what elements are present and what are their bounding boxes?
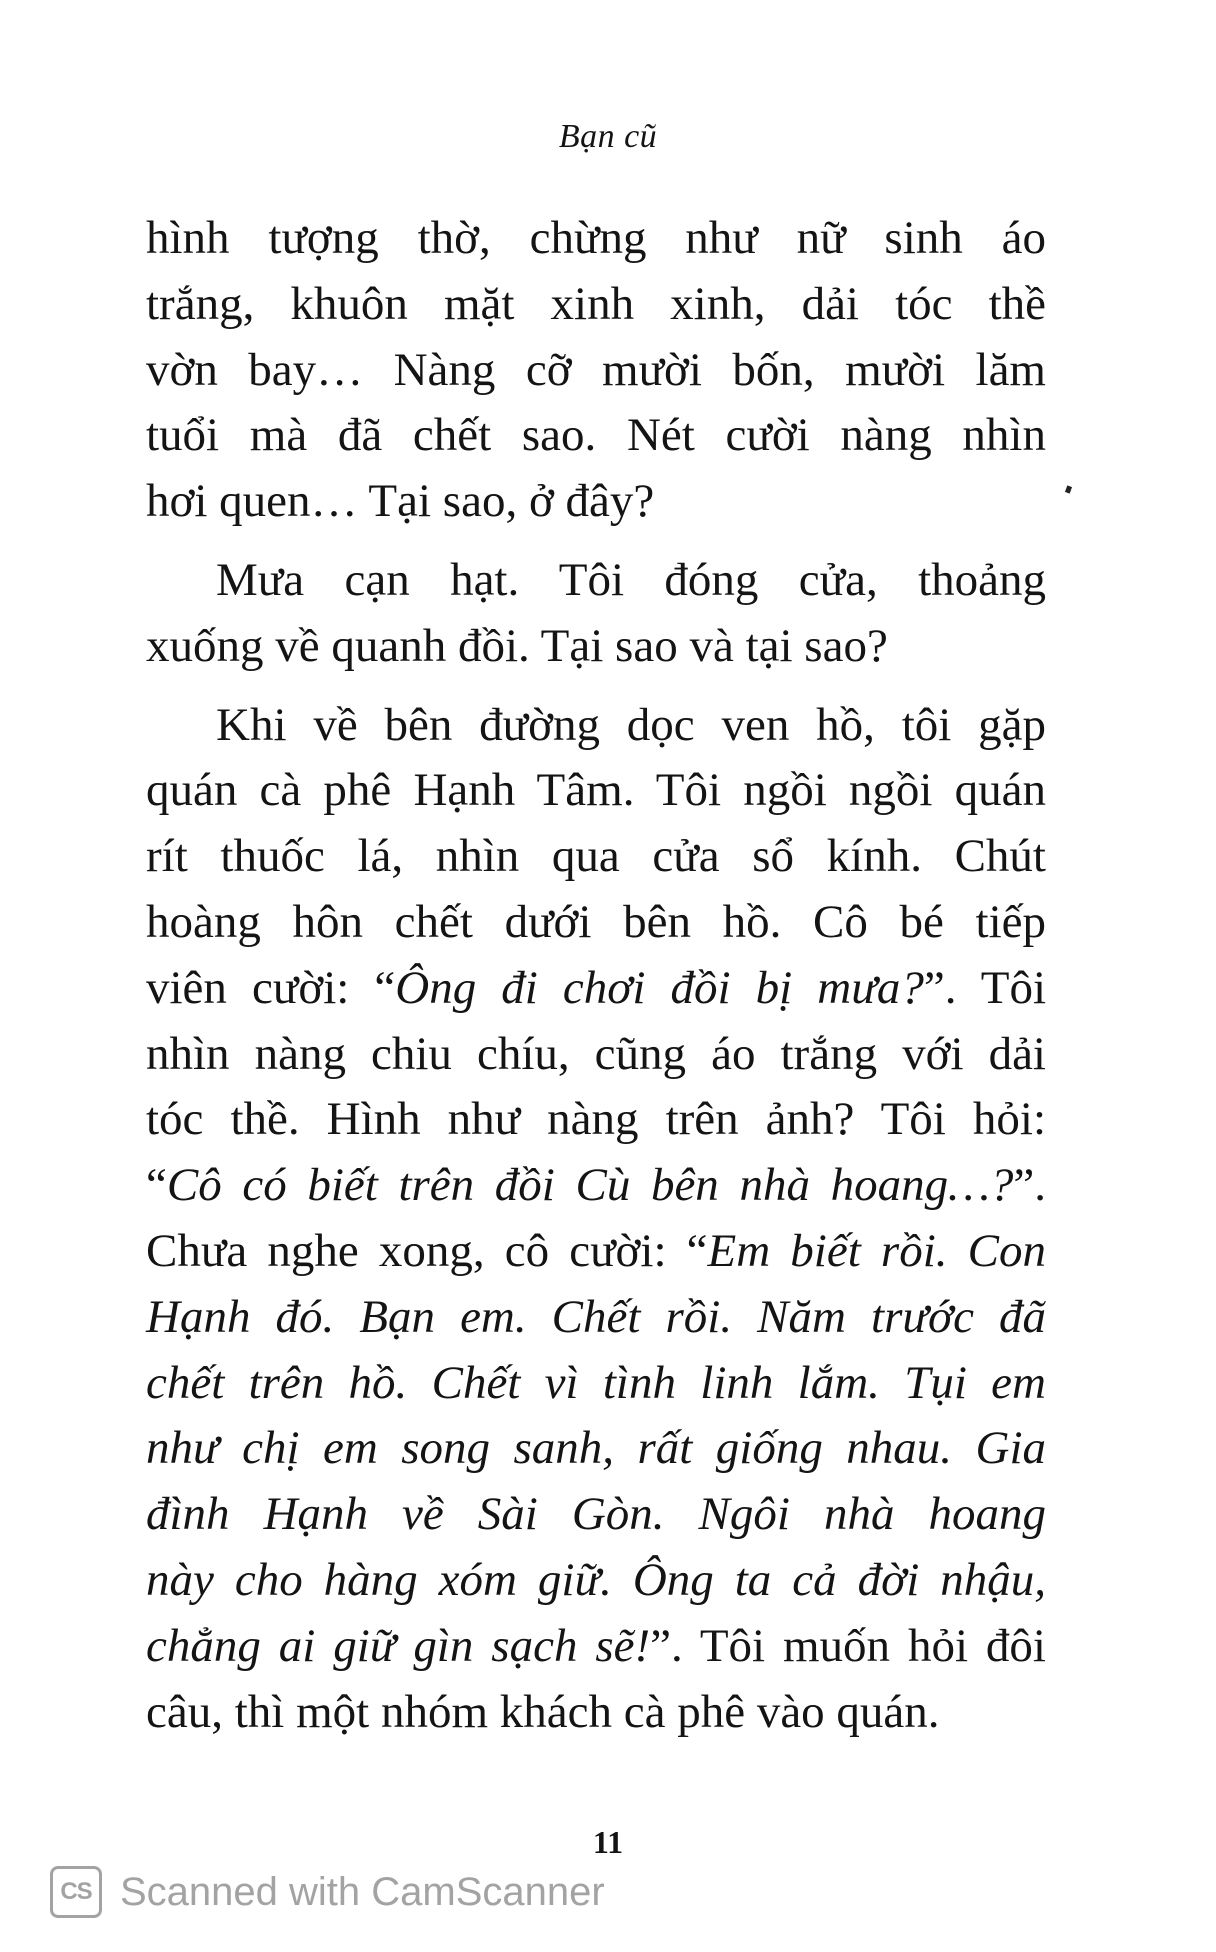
text-line [146,338,1046,404]
italic-segment: này cho hàng xóm giữ. Ông ta cả đời nhậu, [146,1553,1046,1606]
text-segment: trắng, khuôn mặt xinh xinh, dải tóc thề [146,277,1046,330]
text-segment: hoàng hôn chết dưới bên hồ. Cô bé tiếp [146,895,1046,948]
text-segment: tóc thề. Hình như nàng trên ảnh? Tôi hỏi: [146,1093,1046,1146]
italic-segment: như chị em song sanh, rất giống nhau. Gia [146,1422,1046,1475]
text-segment: vờn bay… Nàng cỡ mười bốn, mười lăm [146,343,1046,396]
text-line [146,1285,1046,1351]
italic-segment: chẳng ai giữ gìn sạch sẽ! [146,1619,651,1672]
text-line [146,548,1046,614]
text-segment: hơi quen… Tại sao, ở đây? [146,475,655,528]
text-line [146,1022,1046,1088]
text-segment: nhìn nàng chiu chíu, cũng áo trắng với dải [146,1027,1046,1080]
text-segment: quán cà phê Hạnh Tâm. Tôi ngồi ngồi quán [146,764,1046,817]
text-line [146,206,1046,272]
text-line [146,758,1046,824]
text-segment: rít thuốc lá, nhìn qua cửa sổ kính. Chút [146,830,1046,883]
italic-segment: Cô có biết trên đồi Cù bên nhà hoang…? [166,1159,1014,1212]
scan-speck [1065,485,1072,493]
text-segment: Khi về bên đường dọc ven hồ, tôi gặp [216,698,1046,751]
text-segment: “ [146,1159,167,1212]
text-line [146,824,1046,890]
text-line [146,1482,1046,1548]
text-line [146,469,1046,535]
body-text [146,206,1046,1758]
camscanner-watermark [50,1862,605,1922]
page-number: 11 [592,1824,624,1860]
paragraph [146,206,1046,535]
text-segment: câu, thì một nhóm khách cà phê vào quán. [146,1685,940,1738]
text-line [146,614,1046,680]
text-segment: hình tượng thờ, chừng như nữ sinh áo [146,212,1046,264]
text-line [146,1351,1046,1417]
paragraph [146,548,1046,680]
text-line [146,1153,1046,1219]
italic-segment: đình Hạnh về Sài Gòn. Ngôi nhà hoang [146,1488,1046,1541]
text-line [146,693,1046,759]
text-line [146,272,1046,338]
text-segment: tuổi mà đã chết sao. Nét cười nàng nhìn [146,409,1046,462]
text-line [146,1219,1046,1285]
text-line [146,1548,1046,1614]
paragraph [146,693,1046,1746]
text-line [146,956,1046,1022]
italic-segment: Em biết rồi. Con [707,1224,1047,1277]
italic-segment: Ông đi chơi đồi bị mưa? [395,961,924,1014]
text-segment: viên cười: “ [146,961,396,1014]
text-segment: ”. Tôi [923,961,1047,1014]
text-line [146,403,1046,469]
italic-segment: Hạnh đó. Bạn em. Chết rồi. Năm trước đã [146,1290,1046,1343]
camscanner-logo-icon: CS [50,1866,102,1918]
text-segment: Mưa cạn hạt. Tôi đóng cửa, thoảng [216,553,1046,606]
italic-segment: chết trên hồ. Chết vì tình linh lắm. Tụi em [146,1356,1046,1409]
text-line [146,1087,1046,1153]
text-segment: ”. [1013,1159,1046,1212]
running-header: Bạn cũ [558,118,658,155]
text-segment: xuống về quanh đồi. Tại sao và tại sao? [146,619,888,672]
text-segment: ”. Tôi muốn hỏi đôi [650,1619,1046,1672]
text-line [146,1680,1046,1746]
text-line [146,1416,1046,1482]
watermark-text: Scanned with CamScanner [120,1869,605,1914]
text-line [146,890,1046,956]
text-segment: Chưa nghe xong, cô cười: “ [146,1224,708,1277]
text-line [146,1614,1046,1680]
